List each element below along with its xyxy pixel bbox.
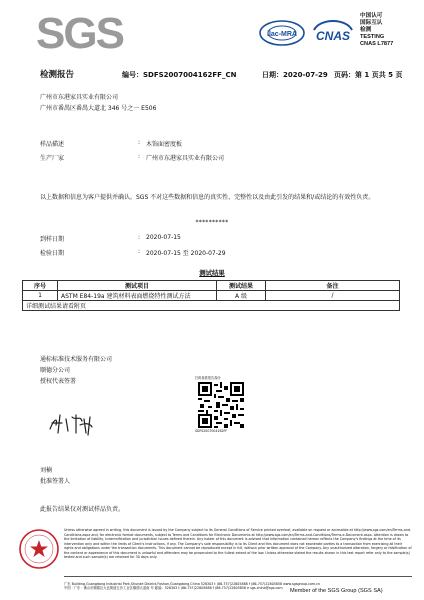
ilac-mra-logo: [258, 18, 306, 48]
member-text: Member of the SGS Group (SGS SA): [290, 588, 383, 594]
signer-block: [40, 465, 70, 487]
report-date-value: 2020-07-29: [283, 71, 328, 79]
report-date-label: 日期：: [262, 71, 283, 79]
table-header-row: [23, 281, 400, 291]
svg-text:ilac-MRA: ilac-MRA: [267, 31, 297, 38]
cert-line: 检测: [360, 27, 372, 33]
date-value: 2020-07-15 至 2020-07-29: [146, 250, 226, 257]
column-header: 序号: [23, 281, 58, 291]
cert-line: CNAS L7877: [360, 41, 394, 47]
field-colon: :: [138, 153, 141, 160]
qr-top-caption: 扫码查看报告真伪: [195, 376, 221, 380]
lab-block: [40, 354, 112, 387]
report-number: [122, 70, 236, 80]
handwritten-signature: [46, 411, 98, 437]
signer-role: 批准签署人: [40, 478, 71, 485]
column-header: 备注: [266, 281, 400, 291]
report-number-label: 编号：: [122, 71, 143, 79]
footer-address-line: 中国 · 广东 · 佛山市顺德区大良街道五沙工业区顺德大道南 号 邮编：528303 t (86-757)22805888 f (86-757)22805858 e sgs.china@sgs.com: [64, 586, 283, 591]
field-value: 广州市东港家具实业有限公司: [146, 155, 225, 162]
table-footer-row: [23, 301, 400, 311]
terms-fine-print: Unless otherwise agreed in writing, this document is issued by the Company subject to its General Conditions of Service printed overleaf, available on request or accessible at http://www.sgs.com/en/Terms-and-Conditions.aspx and, for electronic format documents, subject to Terms and Conditions for Electronic Documents at http://www.sgs.com/en/Terms-and-Conditions/Terms-e-Document.aspx. Attention is drawn to the limitation of liability, indemnification and jurisdiction issues defined therein. Any holder of this document is advised that information contained hereon reflects the Company's findings at the time of its intervention only and within the limits of Client's instructions, if any. The Company's sole responsibility is to its Client and this document does not exonerate parties to a transaction from exercising all their rights and obligations under the transaction documents. This document cannot be reproduced except in full, without prior written approval of the Company. Any unauthorized alteration, forgery or falsification of the content or appearance of this document is unlawful and offenders may be prosecuted to the fullest extent of the law. Unless otherwise stated the results shown in this test report refer only to the sample(s) tested and such sample(s) are retained for 30 days only.: [64, 528, 412, 559]
cell-result: A 级: [217, 291, 266, 301]
results-title: 测试结果: [199, 269, 225, 277]
column-header: 测试结果: [217, 281, 266, 291]
client-name: 广州市东港家具实业有限公司: [40, 94, 119, 101]
cell-item: ASTM E84-19a 建筑材料表面燃烧特性测试方法: [58, 291, 217, 301]
table-row: [23, 291, 400, 301]
official-seal: [18, 528, 60, 570]
cnas-logo: [310, 16, 356, 48]
lab-authorization: 授权代表签署: [40, 378, 77, 385]
field-colon: :: [138, 234, 141, 241]
signer-name: 刘楠: [40, 467, 53, 474]
field-colon: :: [138, 248, 141, 255]
column-header: 测试项目: [58, 281, 217, 291]
report-date: [262, 70, 328, 80]
svg-text:SGS: SGS: [36, 10, 123, 56]
field-value: 木饰面密度板: [146, 141, 183, 148]
field-label: 样品描述: [40, 141, 65, 148]
sgs-logo: [36, 10, 124, 56]
qr-bottom-caption: SDFS2007004162FF: [195, 429, 228, 433]
results-table: [22, 280, 400, 311]
footer-divider: [64, 576, 412, 577]
lab-name: 通标标准技术服务有限公司: [40, 356, 113, 363]
results-footer: 详细测试结果请看附页: [23, 301, 400, 311]
cert-line: TESTING: [360, 34, 385, 40]
date-label: 到样日期: [40, 236, 65, 243]
date-label: 检验日期: [40, 250, 65, 257]
cell-no: 1: [23, 291, 58, 301]
cert-line: 中国认可: [360, 13, 383, 19]
field-colon: :: [138, 139, 141, 146]
lab-branch: 顺德分公司: [40, 367, 71, 374]
qr-code[interactable]: [198, 382, 244, 428]
page-number: 页码：第 1 页共 5 页: [334, 71, 403, 79]
separator-stars: **********: [195, 219, 229, 226]
report-note: 此报告结果仅对测试样品负责。: [40, 506, 125, 513]
report-title: 检测报告: [40, 70, 75, 80]
report-number-value: SDFS2007004162FF_CN: [143, 71, 237, 79]
svg-text:CNAS: CNAS: [315, 29, 351, 43]
cell-remark: /: [266, 291, 400, 301]
client-block: [40, 92, 156, 114]
accreditation-text: [360, 13, 393, 48]
date-value: 2020-07-15: [146, 234, 181, 241]
client-address: 广州市番禺区番禺大道北 346 号之一 E506: [40, 105, 157, 112]
cert-line: 国际互认: [360, 20, 383, 26]
footer-address-line: 广东 Building,Guangdong Industrial Park,Shunde District,Foshan,Guangdong,China 528303 t (86-757)22805888 f (86-757)22805858 www.sgsgroup.com.cn: [64, 582, 321, 586]
footer-address: [64, 582, 320, 590]
qr-code-block: [195, 376, 247, 448]
disclaimer-notice: 以上数据和信息为客户提供并确认。SGS 不对这些数据和信息的真实性、完整性以及由此引发的结果和/或结论的有效性负责。: [40, 194, 375, 201]
field-label: 生产厂家: [40, 155, 65, 162]
